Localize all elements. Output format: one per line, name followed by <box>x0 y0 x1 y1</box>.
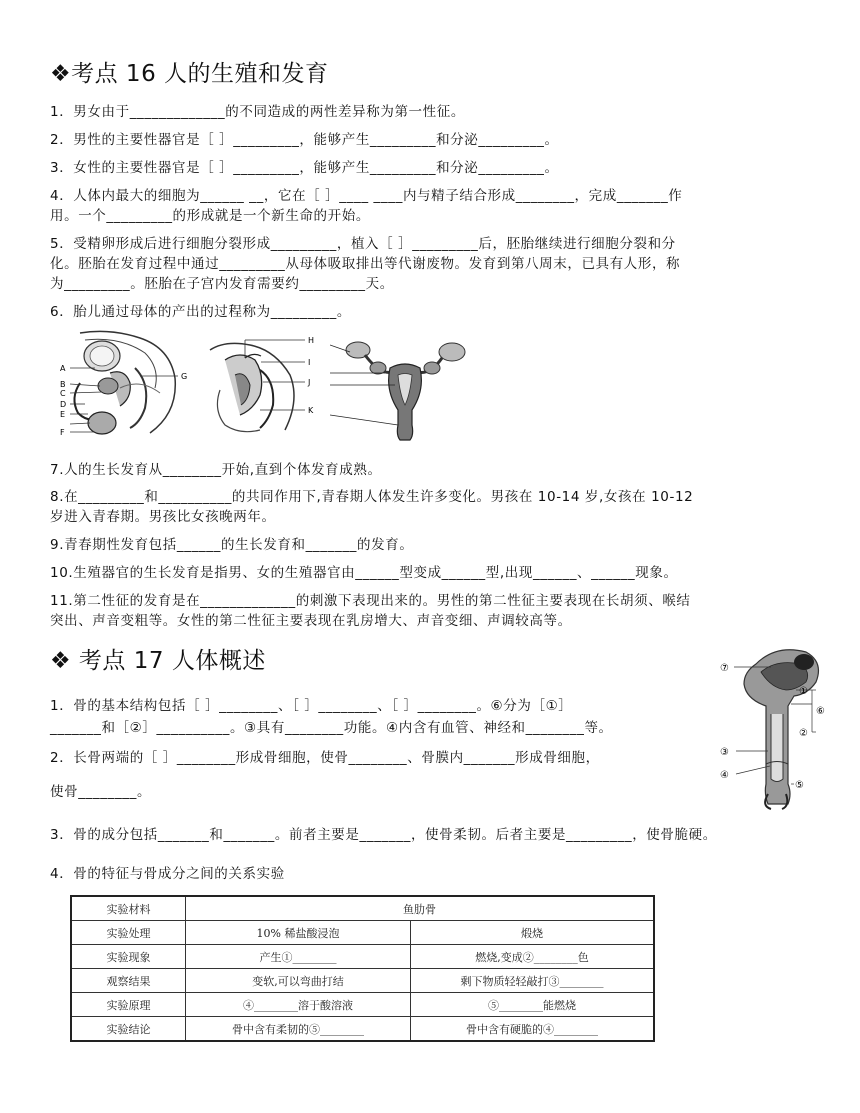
table-cell: 剩下物质轻轻敲打③________ <box>411 969 654 993</box>
label-i: I <box>308 358 311 367</box>
bone-label-7: ⑦ <box>720 663 729 674</box>
table-cell: 骨中含有柔韧的⑤________ <box>186 1017 411 1042</box>
table-row <box>71 969 654 993</box>
table-cell: 骨中含有硬脆的④________ <box>411 1017 654 1042</box>
question-16-5-line1: 5．受精卵形成后进行细胞分裂形成_________，植入［ ］_________后，胚胎继续进行细胞分裂和分 <box>50 236 676 252</box>
question-16-4-line1: 4．人体内最大的细胞为______ __，它在［ ］____ ____内与精子结合形成________，完成_______作 <box>50 188 683 204</box>
table-cell: 燃烧,变成②________色 <box>411 945 654 969</box>
question-17-2-line1: 2．长骨两端的［ ］________形成骨细胞，使骨________、骨膜内_______形成骨细胞， <box>50 750 600 766</box>
label-e: E <box>60 410 66 419</box>
table-cell: 观察结果 <box>71 969 186 993</box>
label-g: G <box>181 372 188 381</box>
label-j: J <box>308 378 311 387</box>
table-row <box>71 921 654 945</box>
uterus-diagram <box>330 330 475 445</box>
question-17-1-line2: _______和［②］__________。③具有________功能。④内含有血管、神经和________等。 <box>50 720 613 736</box>
question-17-3: 3．骨的成分包括_______和_______。前者主要是_______，使骨柔韧。后者主要是_________，使骨脆硬。 <box>50 827 717 843</box>
question-16-11-line1: 11.第二性征的发育是在_____________的刺激下表现出来的。男性的第二性征主要表现在长胡须、喉结 <box>50 593 691 609</box>
table-row <box>71 945 654 969</box>
question-16-9: 9.青春期性发育包括______的生长发育和_______的发育。 <box>50 537 414 553</box>
question-16-7: 7.人的生长发育从________开始,直到个体发育成熟。 <box>50 462 382 478</box>
question-16-1: 1．男女由于_____________的不同造成的两性差异称为第一性征。 <box>50 104 465 120</box>
table-cell: 实验处理 <box>71 921 186 945</box>
label-k: K <box>308 406 314 415</box>
question-16-11-line2: 突出、声音变粗等。女性的第二性征主要表现在乳房增大、声音变细、声调较高等。 <box>50 613 572 629</box>
bone-label-4: ④ <box>720 770 729 781</box>
section-16-title: ❖考点 16 人的生殖和发育 <box>50 61 329 87</box>
bone-label-6: ⑥ <box>816 706 825 717</box>
table-cell: 变软,可以弯曲打结 <box>186 969 411 993</box>
table-cell: 10% 稀盐酸浸泡 <box>186 921 411 945</box>
question-16-10: 10.生殖器官的生长发育是指男、女的生殖器官由______型变成______型,出现______、______现象。 <box>50 565 678 581</box>
long-bone-diagram <box>716 644 832 812</box>
table-row <box>71 1017 654 1042</box>
question-16-5-line2: 化。胚胎在发育过程中通过_________从母体吸取排出等代谢废物。发育到第八周末，已具有人形，称 <box>50 256 681 272</box>
bone-label-5: ⑤ <box>795 780 804 791</box>
bone-label-3: ③ <box>720 747 729 758</box>
male-reproductive-diagram <box>50 328 200 442</box>
question-17-2-line2: 使骨________。 <box>50 784 152 800</box>
question-16-8-line1: 8.在_________和__________的共同作用下,青春期人体发生许多变化。男孩在 10-14 岁,女孩在 10-12 <box>50 489 694 505</box>
question-16-4-line2: 用。一个_________的形成就是一个新生命的开始。 <box>50 208 370 224</box>
question-17-4: 4．骨的特征与骨成分之间的关系实验 <box>50 866 285 882</box>
table-row <box>71 993 654 1017</box>
female-reproductive-side-diagram <box>205 330 330 440</box>
bone-label-2: ② <box>799 728 808 739</box>
table-cell: 实验材料 <box>71 896 186 921</box>
table-cell: 鱼肋骨 <box>186 896 655 921</box>
table-cell: 实验原理 <box>71 993 186 1017</box>
label-d: D <box>60 400 67 409</box>
table-cell: 实验结论 <box>71 1017 186 1042</box>
label-h: H <box>308 336 315 345</box>
question-17-1-line1: 1．骨的基本结构包括［ ］________、［ ］________、［ ］________。⑥分为［①］ <box>50 698 573 714</box>
question-16-8-line2: 岁进入青春期。男孩比女孩晚两年。 <box>50 509 276 525</box>
table-cell: 实验现象 <box>71 945 186 969</box>
question-16-5-line3: 为_________。胚胎在子宫内发育需要约_________天。 <box>50 276 394 292</box>
table-row <box>71 896 654 921</box>
bone-experiment-table <box>70 895 655 1042</box>
section-17-title: ❖ 考点 17 人体概述 <box>50 648 266 674</box>
question-16-6: 6．胎儿通过母体的产出的过程称为_________。 <box>50 304 351 320</box>
label-a: A <box>60 364 66 373</box>
bone-label-1: ① <box>799 686 808 697</box>
table-cell: 产生①________ <box>186 945 411 969</box>
table-cell: ⑤________能燃烧 <box>411 993 654 1017</box>
table-cell: ④________溶于酸溶液 <box>186 993 411 1017</box>
label-b: B <box>60 380 66 389</box>
question-16-3: 3．女性的主要性器官是［ ］_________，能够产生_________和分泌_________。 <box>50 160 559 176</box>
label-f: F <box>60 428 65 437</box>
question-16-2: 2．男性的主要性器官是［ ］_________，能够产生_________和分泌_________。 <box>50 132 559 148</box>
table-cell: 煅烧 <box>411 921 654 945</box>
label-c: C <box>60 389 66 398</box>
